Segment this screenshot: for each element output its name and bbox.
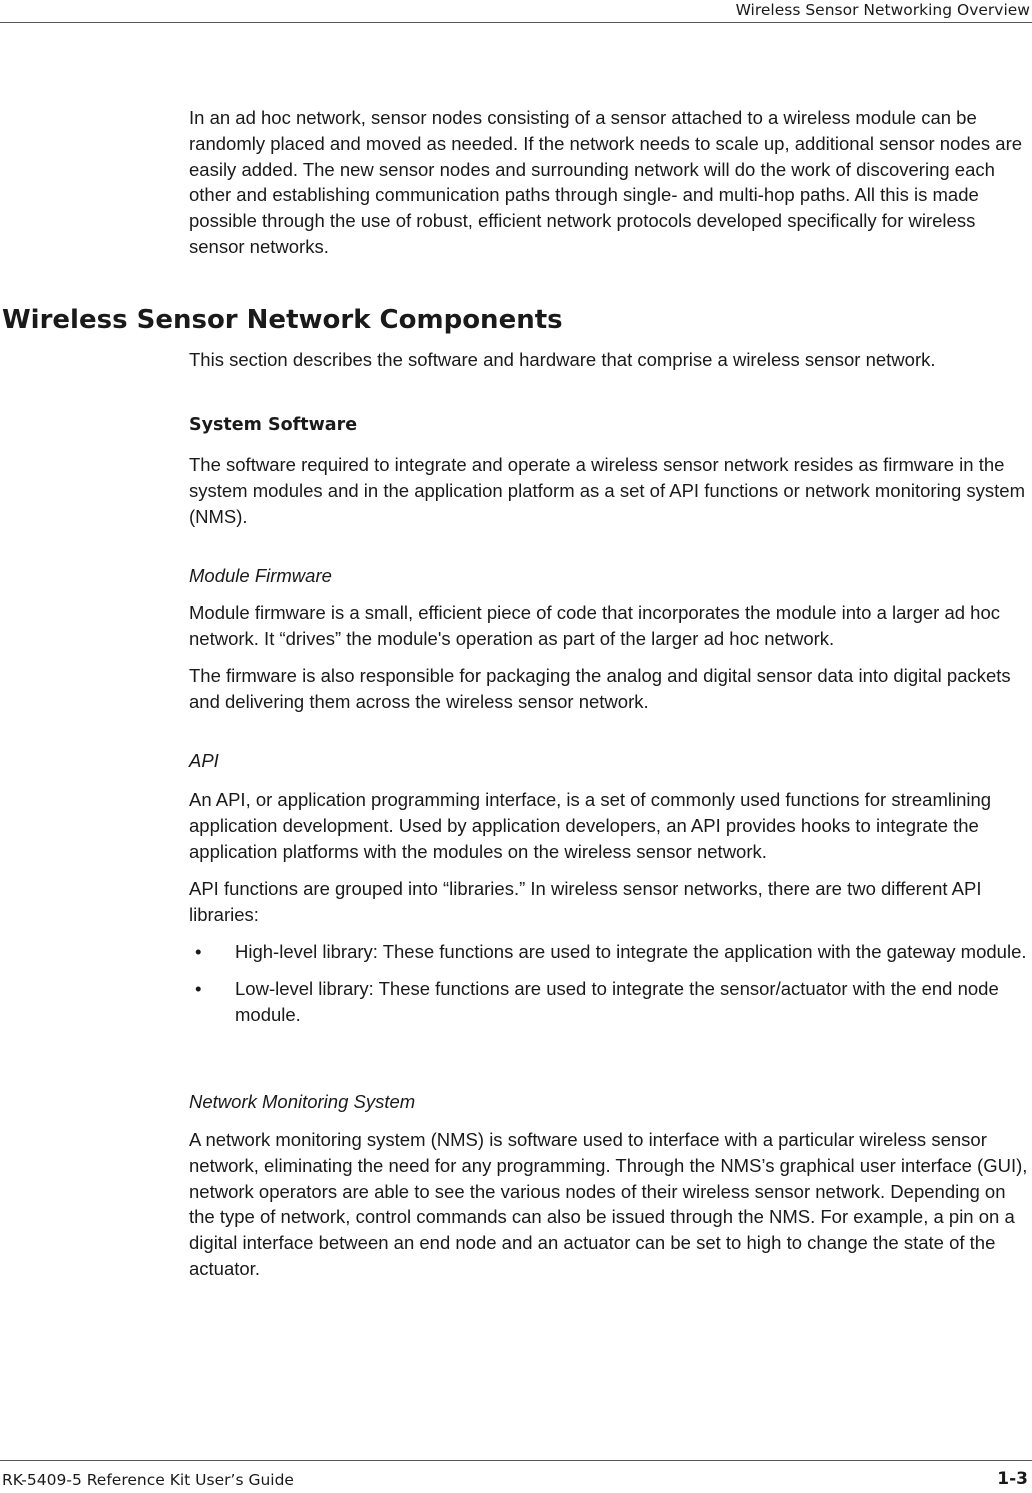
api-heading: API: [189, 750, 219, 771]
page-number: 1-3: [997, 1469, 1028, 1489]
api-para1: [189, 787, 1031, 864]
api-para2-text: API functions are grouped into “libraries.” In wireless sensor networks, there are two different API libraries:: [189, 878, 982, 925]
list-item: [189, 939, 1031, 965]
running-header-title: Wireless Sensor Networking Overview: [735, 1, 1030, 19]
section-title: Wireless Sensor Network Components: [2, 305, 563, 335]
header-divider: [0, 22, 1032, 23]
intro-paragraph: [189, 105, 1031, 260]
module-firmware-heading: Module Firmware: [189, 565, 332, 586]
api-library-list: [189, 939, 1031, 1038]
api-para1-text: An API, or application programming interface, is a set of commonly used functions for streamlining application development. Used by application developers, an API provides hooks to integrate the application platforms with the modules on the wireless sensor network.: [189, 789, 992, 862]
intro-paragraph-text: In an ad hoc network, sensor nodes consisting of a sensor attached to a wireless module can be randomly placed and moved as needed. If the network needs to scale up, additional sensor nodes are easily added. The new sensor nodes and surrounding network will do the work of discovering each other and establishing communication paths through single- and multi-hop paths. All this is made possible through the use of robust, efficient network protocols developed specifically for wireless sensor networks.: [189, 107, 1023, 257]
module-firmware-para1-text: Module firmware is a small, efficient piece of code that incorporates the module into a larger ad hoc network. It “drives” the module's operation as part of the larger ad hoc network.: [189, 602, 1001, 649]
system-software-text: The software required to integrate and operate a wireless sensor network resides as firmware in the system modules and in the application platform as a set of API functions or network monitoring system (NMS).: [189, 454, 1025, 527]
api-para2: [189, 876, 1031, 928]
footer-guide-title: RK-5409-5 Reference Kit User’s Guide: [2, 1471, 294, 1489]
section-intro-text: This section describes the software and hardware that comprise a wireless sensor network.: [189, 349, 936, 370]
list-item: [189, 976, 1031, 1028]
module-firmware-para1: [189, 600, 1031, 652]
system-software-body: [189, 452, 1031, 529]
nms-body-text: A network monitoring system (NMS) is software used to interface with a particular wireless sensor network, eliminating the need for any programming. Through the NMS’s graphical user interface (GUI), network operators are able to see the various nodes of their wireless sensor network. Depending on the type of network, control commands can also be issued through the NMS. For example, a pin on a digital interface between an end node and an actuator can be set to high to change the state of the actuator.: [189, 1129, 1028, 1279]
nms-heading: Network Monitoring System: [189, 1091, 416, 1112]
bullet-icon: •: [195, 977, 202, 999]
list-item-text: High-level library: These functions are used to integrate the application with the gateway module.: [235, 941, 1027, 962]
footer-divider: [0, 1460, 1032, 1461]
list-item-text: Low-level library: These functions are used to integrate the sensor/actuator with the end node module.: [235, 977, 999, 1025]
system-software-heading: System Software: [189, 415, 358, 435]
bullet-icon: •: [195, 941, 202, 962]
nms-body: [189, 1127, 1031, 1282]
section-intro: [189, 347, 1031, 373]
module-firmware-para2: [189, 663, 1031, 715]
module-firmware-para2-text: The firmware is also responsible for packaging the analog and digital sensor data into digital packets and delivering them across the wireless sensor network.: [189, 665, 1011, 712]
